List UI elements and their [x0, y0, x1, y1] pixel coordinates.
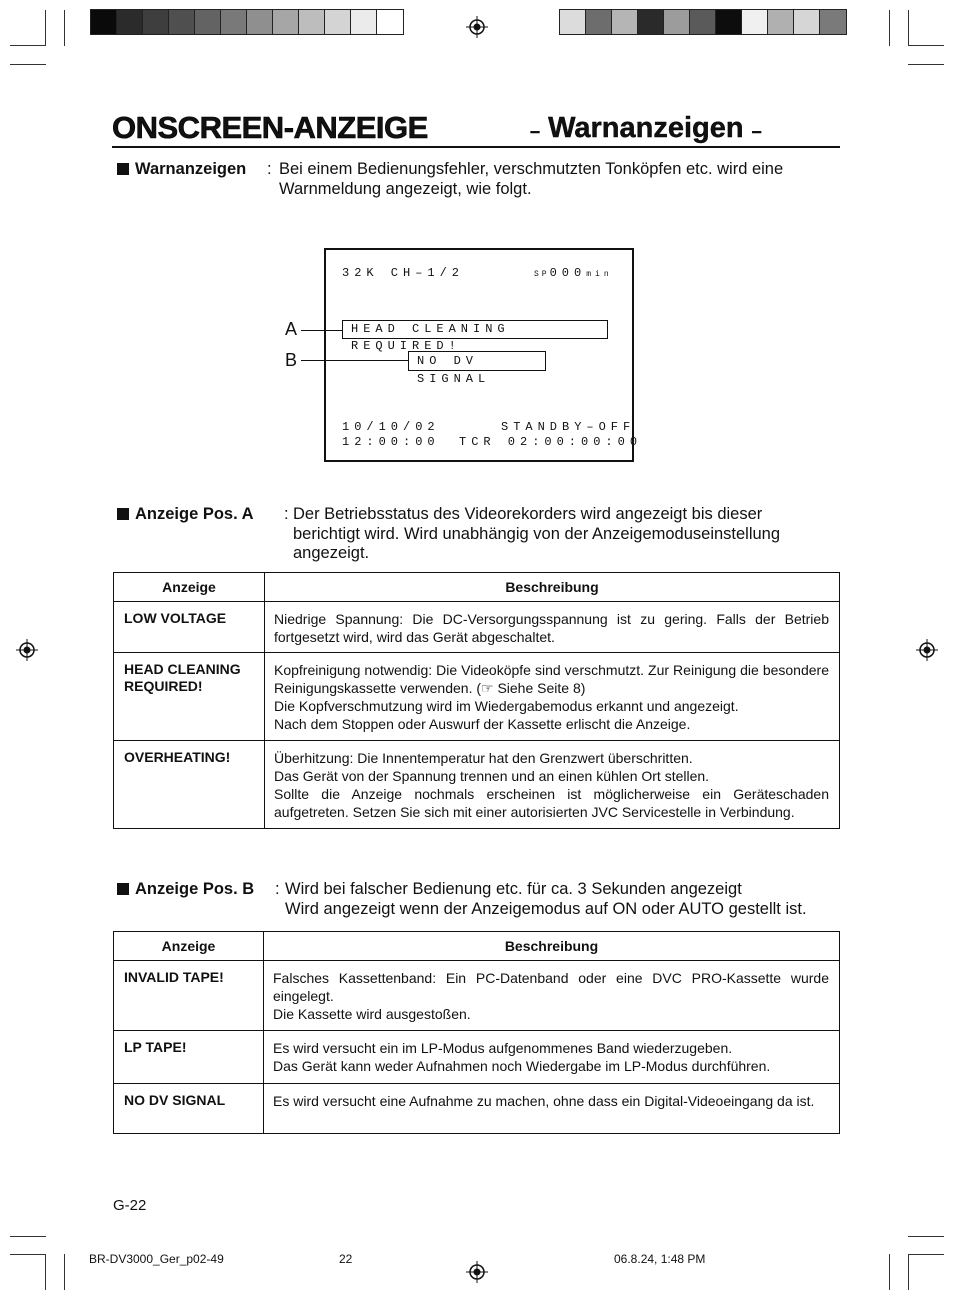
bullet-square-icon	[117, 508, 129, 520]
crop-mark	[10, 45, 46, 46]
description-line: Niedrige Spannung: Die DC-Versorgungsspannung ist zu gering. Falls der Betrieb fortgesetzt wird, wird das Gerät abgeschaltet.	[274, 611, 829, 645]
crop-mark	[45, 1254, 46, 1290]
table-row	[114, 602, 840, 653]
bullet-square-icon	[117, 883, 129, 895]
table-row	[114, 741, 840, 829]
crop-mark	[889, 1254, 890, 1290]
registration-mark-icon	[916, 639, 938, 661]
section-b-label: Anzeige Pos. B	[117, 879, 254, 899]
color-swatch	[117, 10, 143, 34]
color-swatch	[716, 10, 742, 34]
warning-name: LOW VOLTAGE	[114, 602, 265, 653]
table-row	[114, 1031, 840, 1084]
crop-mark	[10, 1254, 46, 1255]
color-calibration-bar-left	[90, 9, 404, 35]
warning-description	[264, 1031, 840, 1084]
osd-message-a: HEAD CLEANING REQUIRED!	[342, 320, 608, 339]
color-swatch	[377, 10, 403, 34]
bullet-square-icon	[117, 163, 129, 175]
section-a-text-line: angezeigt.	[293, 544, 370, 562]
column-header-anzeige: Anzeige	[114, 932, 264, 961]
intro-label: Warnanzeigen	[117, 159, 246, 179]
osd-timecode: TCR 02:00:00:00	[459, 435, 643, 449]
description-line: Es wird versucht eine Aufnahme zu machen, ohne dass ein Digital-Videoeingang da ist.	[273, 1093, 815, 1109]
crop-mark	[908, 1236, 944, 1237]
section-a-text-line: berichtigt wird. Wird unabhängig von der Anzeigemoduseinstellung	[293, 525, 781, 543]
pointer-line-b	[301, 360, 408, 361]
description-line: Kopfreinigung notwendig: Die Videoköpfe sind verschmutzt. Zur Reinigung die besondere Reinigungskassette verwenden. (☞ Siehe Seite 8)	[274, 662, 829, 696]
description-line: Nach dem Stoppen oder Auswurf der Kassette erlischt die Anzeige.	[274, 716, 691, 732]
description-line: Falsches Kassettenband: Ein PC-Datenband oder eine DVC PRO-Kassette wurde eingelegt.	[273, 970, 829, 1004]
section-b-text-line: Wird bei falscher Bedienung etc. für ca. 3 Sekunden angezeigt	[285, 880, 742, 898]
pointer-label-a: A	[285, 319, 298, 339]
osd-date: 10/10/02	[342, 420, 440, 434]
crop-mark	[10, 64, 46, 65]
page-title: ONSCREEN-ANZEIGE	[112, 110, 428, 145]
subtitle-dash: –	[530, 121, 541, 141]
crop-mark	[908, 10, 909, 46]
description-line: Die Kassette wird ausgestoßen.	[273, 1006, 471, 1022]
registration-mark-icon	[466, 1261, 488, 1283]
intro-text-line: Bei einem Bedienungsfehler, verschmutzten Tonköpfen etc. wird eine	[279, 160, 784, 178]
column-header-beschreibung: Beschreibung	[264, 932, 840, 961]
subtitle-text: Warnanzeigen	[548, 112, 744, 144]
warning-name: INVALID TAPE!	[114, 961, 264, 1031]
color-swatch	[560, 10, 586, 34]
color-swatch	[820, 10, 846, 34]
crop-mark	[908, 45, 944, 46]
warning-table-b	[113, 931, 840, 1134]
intro-text-line: Warnmeldung angezeigt, wie folgt.	[279, 180, 532, 198]
osd-tape-remaining: SP000min	[534, 266, 613, 280]
color-swatch	[664, 10, 690, 34]
color-swatch	[690, 10, 716, 34]
osd-message-b: NO DV SIGNAL	[408, 351, 546, 371]
section-a-text-line: Der Betriebsstatus des Videorekorders wird angezeigt bis dieser	[293, 505, 763, 523]
column-header-anzeige: Anzeige	[114, 573, 265, 602]
color-swatch	[742, 10, 768, 34]
warning-name: LP TAPE!	[114, 1031, 264, 1084]
warning-description	[265, 741, 840, 829]
title-divider	[112, 146, 840, 148]
description-line: Überhitzung: Die Innentemperatur hat den Grenzwert überschritten.	[274, 750, 693, 766]
table-row	[114, 1084, 840, 1134]
description-line: Die Kopfverschmutzung wird im Wiedergabemodus erkannt und angezeigt.	[274, 698, 739, 714]
crop-mark	[64, 1254, 65, 1290]
warning-name: HEAD CLEANING REQUIRED!	[114, 653, 265, 741]
footer-timestamp: 06.8.24, 1:48 PM	[614, 1252, 706, 1266]
crop-mark	[908, 64, 944, 65]
color-swatch	[612, 10, 638, 34]
description-line: Das Gerät kann weder Aufnahmen noch Wiedergabe im LP-Modus durchführen.	[273, 1058, 771, 1074]
color-swatch	[195, 10, 221, 34]
osd-status: STANDBY–OFF	[501, 420, 636, 434]
column-header-beschreibung: Beschreibung	[265, 573, 840, 602]
color-swatch	[638, 10, 664, 34]
color-calibration-bar-right	[559, 9, 847, 35]
warning-description	[264, 961, 840, 1031]
crop-mark	[45, 10, 46, 46]
subtitle-dash: –	[751, 121, 762, 141]
page-number: G-22	[113, 1197, 147, 1214]
registration-mark-icon	[16, 639, 38, 661]
footer-page: 22	[339, 1252, 353, 1266]
crop-mark	[908, 1254, 944, 1255]
table-row	[114, 653, 840, 741]
color-swatch	[221, 10, 247, 34]
color-swatch	[794, 10, 820, 34]
crop-mark	[908, 1254, 909, 1290]
color-swatch	[91, 10, 117, 34]
pointer-line-a	[301, 330, 342, 331]
warning-table-a	[113, 572, 840, 829]
table-row	[114, 961, 840, 1031]
color-swatch	[143, 10, 169, 34]
color-swatch	[351, 10, 377, 34]
osd-audio-channel: 32K CH–1/2	[342, 266, 465, 280]
color-swatch	[325, 10, 351, 34]
color-swatch	[273, 10, 299, 34]
section-a-separator: :	[284, 505, 289, 523]
pointer-label-b: B	[285, 350, 298, 370]
onscreen-display-illustration	[324, 248, 643, 462]
intro-separator: :	[267, 160, 272, 178]
color-swatch	[586, 10, 612, 34]
warning-description	[265, 602, 840, 653]
warning-name: NO DV SIGNAL	[114, 1084, 264, 1134]
description-line: Das Gerät von der Spannung trennen und an einen kühlen Ort stellen.	[274, 768, 710, 784]
crop-mark	[889, 10, 890, 46]
color-swatch	[169, 10, 195, 34]
section-b-text-line: Wird angezeigt wenn der Anzeigemodus auf ON oder AUTO gestellt ist.	[285, 900, 807, 918]
color-swatch	[768, 10, 794, 34]
section-a-label: Anzeige Pos. A	[117, 504, 254, 524]
crop-mark	[10, 1236, 46, 1237]
crop-mark	[64, 10, 65, 46]
description-line: Es wird versucht ein im LP-Modus aufgenommenes Band wiederzugeben.	[273, 1040, 733, 1056]
page-subtitle	[530, 112, 762, 145]
registration-mark-icon	[466, 16, 488, 38]
section-b-separator: :	[275, 880, 280, 898]
footer-filename: BR-DV3000_Ger_p02-49	[89, 1252, 224, 1266]
warning-description	[265, 653, 840, 741]
warning-name: OVERHEATING!	[114, 741, 265, 829]
description-line: Sollte die Anzeige nochmals erscheinen ist möglicherweise ein Geräteschaden aufgetreten. Setzen Sie sich mit einer autorisierten JVC Servicestelle in Verbindung.	[274, 786, 829, 820]
color-swatch	[299, 10, 325, 34]
osd-time: 12:00:00	[342, 435, 440, 449]
warning-description	[264, 1084, 840, 1134]
color-swatch	[247, 10, 273, 34]
